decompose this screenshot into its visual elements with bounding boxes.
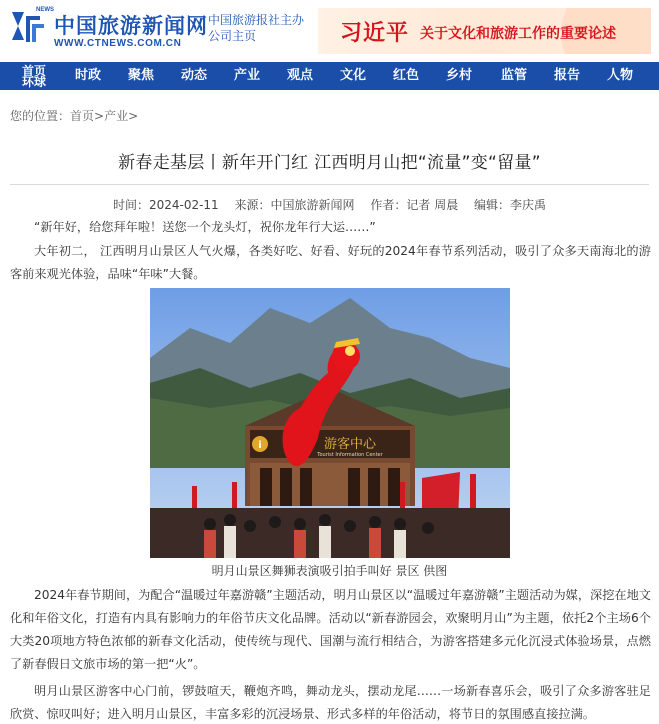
article-paragraph: 明月山景区游客中心门前，锣鼓喧天，鞭炮齐鸣，舞动龙头，摆动龙尾……一场新春喜乐会，吸引了众多游客驻足欣赏、惊叹叫好；进入明月山景区，丰富多彩的沉浸场景、形式多样的年俗活动，将节日的氛围感直接拉满。 — [10, 684, 651, 721]
visitor-center-sign: 游客中心 — [323, 437, 377, 452]
site-logo[interactable] — [10, 6, 208, 50]
breadcrumb-home-link[interactable]: 首页 — [70, 109, 95, 123]
breadcrumb-separator: > — [94, 109, 105, 123]
nav-item-red[interactable]: 红色 — [392, 68, 419, 83]
nav-item-news[interactable]: 动态 — [180, 68, 207, 83]
nav-item-home[interactable]: 首页 环球 — [21, 64, 46, 89]
logo-news-tag: NEWS — [36, 7, 54, 13]
breadcrumb-section-link[interactable]: 产业 — [104, 109, 129, 123]
publish-time: 时间：2024-02-11 — [112, 198, 219, 212]
breadcrumb-separator: > — [128, 109, 139, 123]
top-banner[interactable] — [318, 8, 651, 54]
article-paragraph: “新年好，给您拜年啦！送您一个龙头灯，祝你龙年行大运……” — [34, 220, 376, 234]
breadcrumb-prefix: 您的位置： — [10, 109, 71, 123]
nav-item-rural[interactable]: 乡村 — [445, 68, 472, 83]
sponsor-link[interactable]: 中国旅游报社主办公司主页 — [208, 13, 305, 43]
title-divider — [10, 184, 649, 185]
nav-item-culture[interactable]: 文化 — [339, 68, 366, 83]
article-title: 新春走基层丨新年开门红 江西明月山把“流量”变“留量” — [118, 153, 541, 173]
site-header — [0, 0, 659, 62]
logo-site-name: 中国旅游新闻网 — [54, 13, 208, 38]
nav-item-people[interactable]: 人物 — [606, 68, 633, 83]
nav-item-politics[interactable]: 时政 — [74, 68, 101, 83]
photo-caption: 明月山景区舞狮表演吸引拍手叫好 景区 供图 — [211, 564, 448, 578]
banner-name: 习近平 — [340, 20, 410, 46]
banner-title: 关于文化和旅游工作的重要论述 — [420, 26, 616, 42]
nav-item-focus[interactable]: 聚焦 — [127, 68, 154, 83]
main-nav — [0, 62, 659, 90]
article-source: 来源：中国旅游新闻网 — [234, 198, 355, 212]
visitor-center-sign-en: Tourist Information Center — [317, 452, 383, 458]
breadcrumb — [10, 107, 138, 124]
article-editor: 编辑：李庆禹 — [474, 198, 547, 212]
article-paragraph: 2024年春节期间，为配合“温暖过年嘉游赣”主题活动，明月山景区以“温暖过年嘉游赣”主题活动为媒，深挖在地文化和年俗文化，打造有内具有影响力的年俗节庆文化品牌。活动以“新春游园会，欢聚明月山”为主题，依托2个主场6个大类20项地方特色浓郁的新春文化活动，使传统与现代、国潮与流行相结合，为游客搭建多元化沉浸式体验场景，点燃了新春假日文旅市场的第一把“火”。 — [10, 588, 651, 671]
nav-item-opinion[interactable]: 观点 — [286, 68, 313, 83]
nav-item-supervision[interactable]: 监管 — [500, 68, 527, 83]
article-meta — [0, 196, 659, 213]
lion-dance-photo — [150, 288, 510, 558]
article-author: 作者：记者 周晨 — [370, 198, 459, 212]
nav-item-report[interactable]: 报告 — [553, 68, 580, 83]
nav-item-industry[interactable]: 产业 — [233, 68, 260, 83]
logo-site-url: WWW.CTNEWS.COM.CN — [54, 38, 182, 49]
article-paragraph: 大年初二， 江西明月山景区人气火爆，各类好吃、好看、好玩的2024年春节系列活动，吸引了众多天南海北的游客前来观光体验，品味“年味”大餐。 — [10, 244, 651, 281]
article-photo — [150, 288, 510, 558]
svg-text:i: i — [258, 440, 262, 451]
